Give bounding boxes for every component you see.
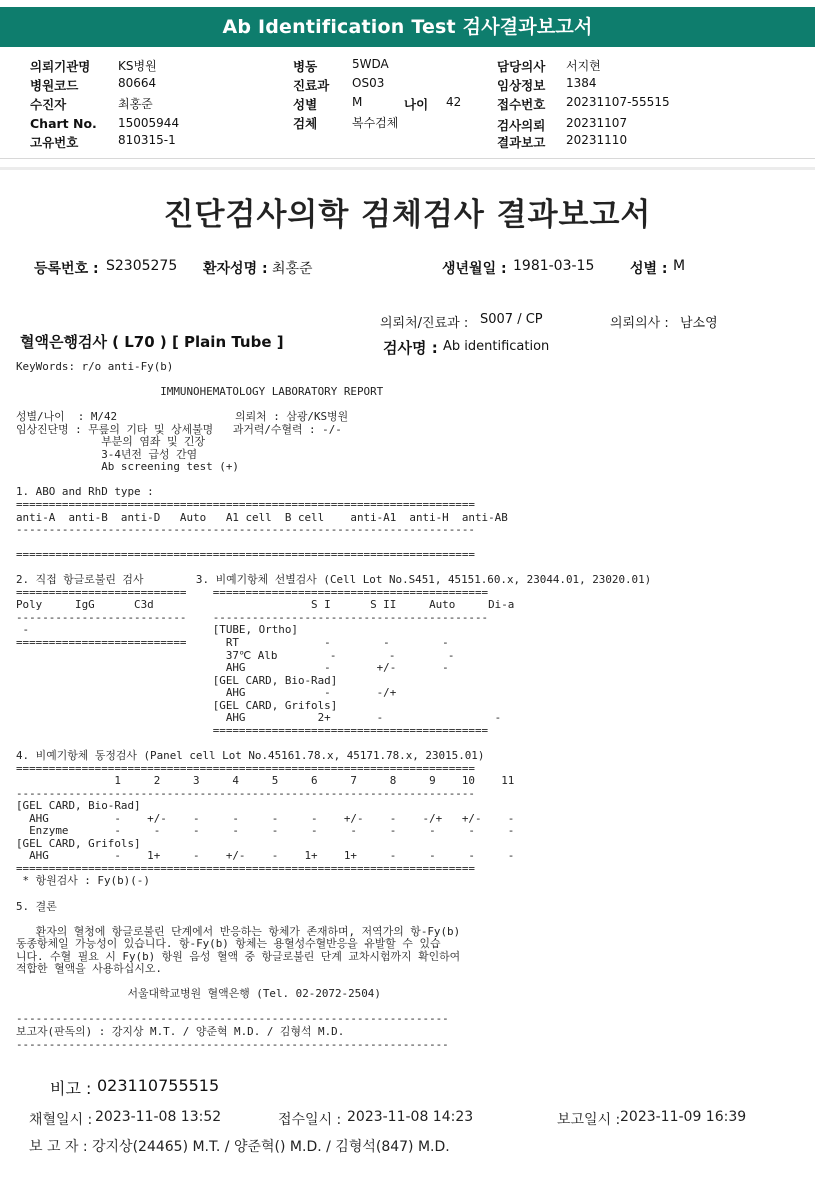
header-value: 20231107-55515: [566, 95, 670, 109]
report-line: ======================================================================: [16, 498, 475, 512]
report-title-bar: Ab Identification Test 검사결과보고서: [0, 7, 815, 47]
reported-label: 보고일시 :: [557, 1112, 621, 1128]
header-value: M: [352, 95, 363, 109]
report-line: 4. 비예기항체 동정검사 (Panel cell Lot No.45161.78.x, 45171.78.x, 23015.01): [16, 748, 485, 762]
divider: [0, 167, 815, 170]
report-line: anti-A anti-B anti-D Auto A1 cell B cell anti-A1 anti-H anti-AB: [16, 510, 508, 524]
section-title: 혈액은행검사 ( L70 ) [ Plain Tube ]: [20, 333, 284, 351]
report-line: ======================================================================: [16, 861, 475, 875]
report-line: 보고자(판독의) : 강지상 M.T. / 양준혁 M.D. / 김형석 M.D.: [16, 1024, 345, 1038]
report-line: ------------------------------------------------------------------: [16, 1037, 449, 1051]
report-line: AHG - 1+ - +/- - 1+ 1+ - - - -: [16, 849, 515, 863]
birth-date-label: 생년월일 :: [442, 261, 507, 277]
header-label: 검사의뢰: [497, 118, 546, 133]
report-line: ======================================================================: [16, 548, 475, 562]
header-value: 20231110: [566, 133, 628, 147]
report-line: 37℃ Alb - - -: [16, 648, 455, 662]
report-line: 5. 결론: [16, 899, 57, 913]
report-line: 2. 직접 항글로불린 검사 3. 비예기항체 선별검사 (Cell Lot No.S451, 45151.60.x, 23044.01, 23020.01): [16, 573, 652, 587]
header-label: 접수번호: [497, 97, 546, 112]
doctor-label: 의뢰의사 :: [610, 316, 669, 331]
header-label: 검체: [293, 116, 318, 131]
reported-value: 2023-11-09 16:39: [620, 1109, 747, 1125]
received-label: 접수일시 :: [278, 1112, 342, 1128]
report-line: ==========================================: [16, 723, 489, 737]
header-label: Chart No.: [30, 116, 97, 131]
request-header: [0, 48, 815, 156]
report-line: Poly IgG C3d S I S II Auto Di-a: [16, 598, 515, 612]
header-label: 담당의사: [497, 59, 546, 74]
header-label: 결과보고: [497, 135, 546, 150]
report-line: Enzyme - - - - - - - - - - -: [16, 824, 515, 838]
header-label: 임상정보: [497, 78, 546, 93]
report-line: 적합한 혈액을 사용하십시오.: [16, 962, 162, 976]
reporter-label: 보 고 자 :: [29, 1139, 88, 1155]
header-value: 15005944: [118, 116, 180, 130]
header-label: 성별: [293, 97, 318, 112]
report-line: 서울대학교병원 혈액은행 (Tel. 02-2072-2504): [16, 987, 381, 1001]
report-line: IMMUNOHEMATOLOGY LABORATORY REPORT: [16, 385, 384, 399]
report-line: ------------------------------------------------------------------: [16, 1012, 449, 1026]
exam-label: 검사명 :: [383, 339, 438, 357]
report-line: [GEL CARD, Bio-Rad]: [16, 799, 141, 813]
divider: [0, 158, 815, 159]
registration-number: S2305275: [106, 258, 178, 274]
report-line: Ab screening test (+): [16, 460, 239, 474]
report-line: AHG 2+ - -: [16, 711, 502, 725]
report-line: [GEL CARD, Grifols]: [16, 698, 338, 712]
header-label: 의뢰기관명: [30, 59, 91, 74]
report-line: AHG - +/- - - - - +/- - -/+ +/- -: [16, 811, 515, 825]
collected-value: 2023-11-08 13:52: [95, 1109, 222, 1125]
header-value: 20231107: [566, 116, 628, 130]
header-value: 서지현: [566, 59, 601, 73]
report-line: 부분의 염좌 및 긴장: [16, 435, 206, 449]
report-line: * 항원검사 : Fy(b)(-): [16, 874, 150, 888]
report-line: KeyWords: r/o anti-Fy(b): [16, 360, 174, 373]
header-value: 42: [446, 95, 462, 109]
report-line: 동종항체일 가능성이 있습니다. 항-Fy(b) 항체는 용혈성수혈반응을 유발할 수 있습: [16, 937, 441, 951]
header-value: 1384: [566, 76, 597, 90]
report-line: ======================================================================: [16, 761, 475, 775]
report-line: 1. ABO and RhD type :: [16, 485, 154, 499]
report-line: 환자의 혈청에 항글로불린 단계에서 반응하는 항체가 존재하며, 저역가의 항-Fy(b): [16, 924, 461, 938]
report-line: 니다. 수혈 필요 시 Fy(b) 항원 음성 혈액 중 항글로불린 단계 교차시험까지 확인하여: [16, 949, 461, 963]
lab-report-body: [16, 361, 651, 1051]
patient-name-label: 환자성명 :: [203, 261, 268, 277]
report-line: [GEL CARD, Grifols]: [16, 836, 141, 850]
header-value: 최홍준: [118, 97, 153, 111]
report-line: AHG - +/- -: [16, 661, 449, 675]
report-line: AHG - -/+: [16, 686, 397, 700]
header-value: OS03: [352, 76, 385, 90]
header-value: 810315-1: [118, 133, 176, 147]
report-line: 3-4년전 급성 간염: [16, 447, 198, 461]
note-label: 비고 :: [50, 1079, 92, 1098]
header-label: 고유번호: [30, 135, 79, 150]
document-title: 진단검사의학 검체검사 결과보고서: [163, 197, 652, 233]
patient-name: 최홍준: [272, 261, 313, 277]
report-line: ----------------------------------------------------------------------: [16, 786, 475, 800]
report-line: [GEL CARD, Bio-Rad]: [16, 673, 338, 687]
header-label: 진료과: [293, 78, 330, 93]
sex-label: 성별 :: [630, 261, 668, 277]
reporter-value: 강지상(24465) M.T. / 양준혁() M.D. / 김형석(847) M.D.: [92, 1139, 450, 1155]
registration-label: 등록번호 :: [34, 261, 99, 277]
received-value: 2023-11-08 14:23: [347, 1109, 474, 1125]
header-value: KS병원: [118, 59, 157, 73]
note-value: 023110755515: [97, 1076, 220, 1095]
exam-name: Ab identification: [443, 339, 550, 354]
doctor-value: 남소영: [680, 316, 718, 331]
header-value: 80664: [118, 76, 157, 90]
report-line: 1 2 3 4 5 6 7 8 9 10 11: [16, 774, 515, 788]
header-value: 복수검체: [352, 116, 399, 130]
report-line: 성별/나이 : M/42 의뢰처 : 삼광/KS병원: [16, 410, 349, 424]
birth-date: 1981-03-15: [513, 258, 595, 274]
dept-label: 의뢰처/진료과 :: [380, 316, 469, 331]
header-value: 5WDA: [352, 57, 389, 71]
dept-value: S007 / CP: [480, 312, 543, 327]
report-line: ========================== RT - - -: [16, 636, 449, 650]
header-label: 병동: [293, 59, 318, 74]
header-label: 병원코드: [30, 78, 79, 93]
collected-label: 채혈일시 :: [29, 1112, 93, 1128]
header-label: 나이: [404, 97, 429, 112]
report-line: 임상진단명 : 무릎의 기타 및 상세불명 과거력/수혈력 : -/-: [16, 422, 342, 436]
report-line: ----------------------------------------------------------------------: [16, 523, 475, 537]
report-line: -------------------------- ------------------------------------------: [16, 610, 489, 624]
report-line: - [TUBE, Ortho]: [16, 623, 298, 637]
header-label: 수진자: [30, 97, 67, 112]
report-line: ========================== ==========================================: [16, 585, 489, 599]
sex-value: M: [673, 258, 686, 274]
